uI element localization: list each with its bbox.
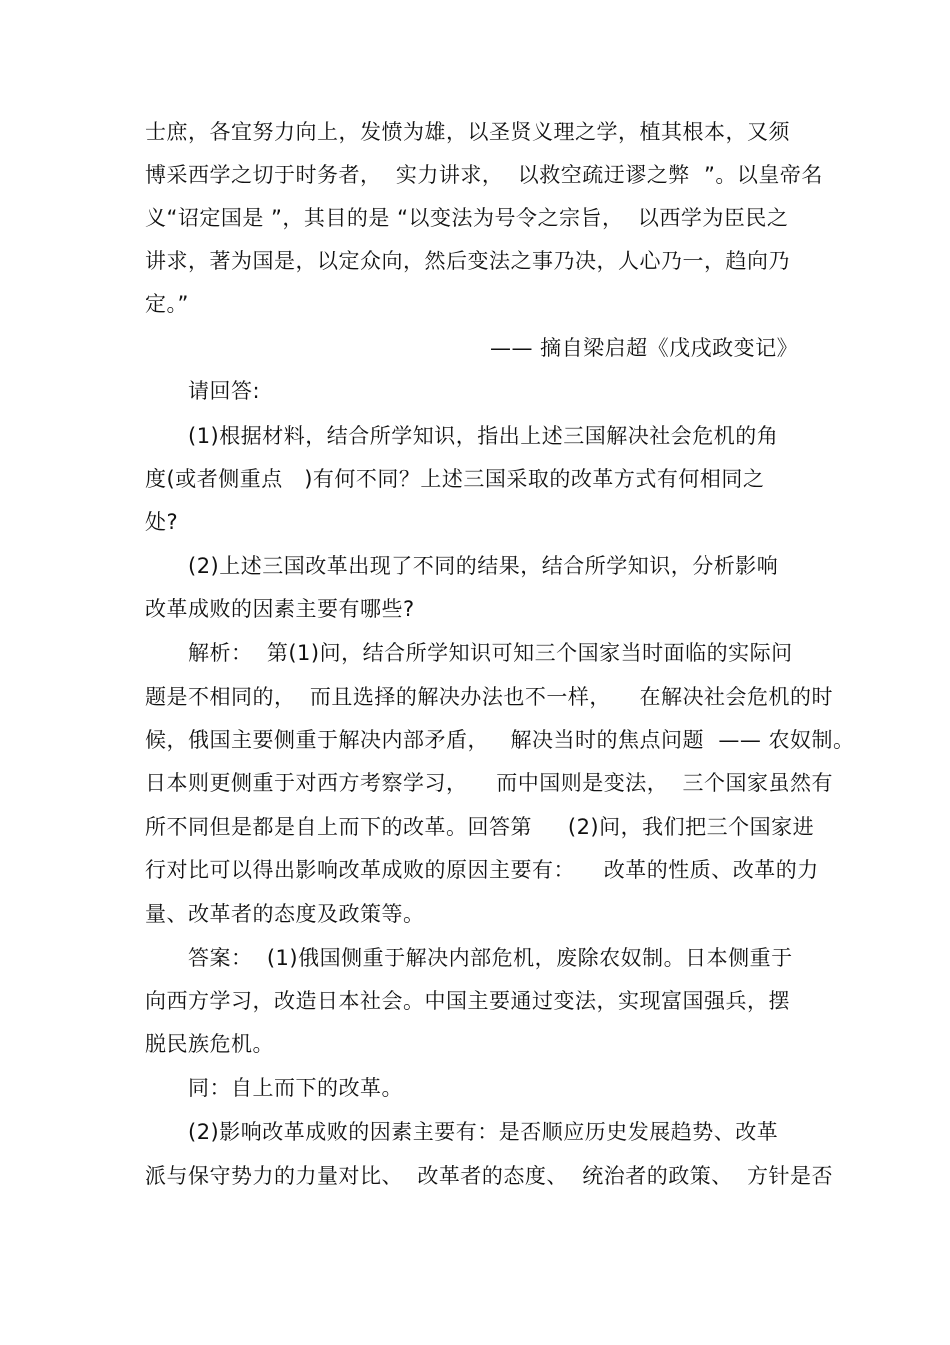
analysis-line: 题是不相同的， 而且选择的解决办法也不一样， 在解决社会危机的时 <box>145 685 834 709</box>
answer-line: 答案： (1)俄国侧重于解决内部危机，废除农奴制。日本侧重于 <box>188 946 793 970</box>
question-2-line: 改革成败的因素主要有哪些? <box>145 597 415 621</box>
answer-line: 向西方学习，改造日本社会。中国主要通过变法，实现富国强兵，摆 <box>145 989 790 1013</box>
text-line: 讲求，著为国是，以定众向，然后变法之事乃决，人心乃一，趋向乃 <box>145 249 790 273</box>
answer-line: 派与保守势力的力量对比、 改革者的态度、 统治者的政策、 方针是否 <box>145 1164 834 1188</box>
analysis-line: 量、改革者的态度及政策等。 <box>145 902 425 926</box>
question-1-line: 度(或者侧重点 )有何不同？上述三国采取的改革方式有何相同之 <box>145 467 765 491</box>
analysis-line: 解析： 第(1)问，结合所学知识可知三个国家当时面临的实际问 <box>188 641 793 665</box>
analysis-line: 所不同但是都是自上而下的改革。回答第 (2)问，我们把三个国家进 <box>145 815 815 839</box>
text-line: 士庶，各宜努力向上，发愤为雄，以圣贤义理之学，植其根本，又须 <box>145 120 790 144</box>
answer-line: (2)影响改革成败的因素主要有：是否顺应历史发展趋势、改革 <box>188 1120 779 1144</box>
text-line: 定。” <box>145 292 189 316</box>
answer-line: 同：自上而下的改革。 <box>188 1076 403 1100</box>
source-citation: —— 摘自梁启超《戊戌政变记》 <box>490 336 799 360</box>
analysis-line: 日本则更侧重于对西方考察学习， 而中国则是变法， 三个国家虽然有 <box>145 771 834 795</box>
text-line: 博采西学之切于时务者， 实力讲求， 以救空疏迂谬之弊 ”。以皇帝名 <box>145 163 823 187</box>
question-2-line: (2)上述三国改革出现了不同的结果，结合所学知识，分析影响 <box>188 554 779 578</box>
question-1-line: 处? <box>145 510 179 534</box>
text-line: 义“诏定国是 ”，其目的是 “以变法为号令之宗旨， 以西学为臣民之 <box>145 206 789 230</box>
analysis-line: 行对比可以得出影响改革成败的原因主要有： 改革的性质、改革的力 <box>145 858 819 882</box>
analysis-line: 候，俄国主要侧重于解决内部矛盾， 解决当时的焦点问题 —— 农奴制。 <box>145 728 855 752</box>
answer-line: 脱民族危机。 <box>145 1032 274 1056</box>
prompt-heading: 请回答: <box>188 379 261 403</box>
question-1-line: (1)根据材料，结合所学知识，指出上述三国解决社会危机的角 <box>188 424 779 448</box>
